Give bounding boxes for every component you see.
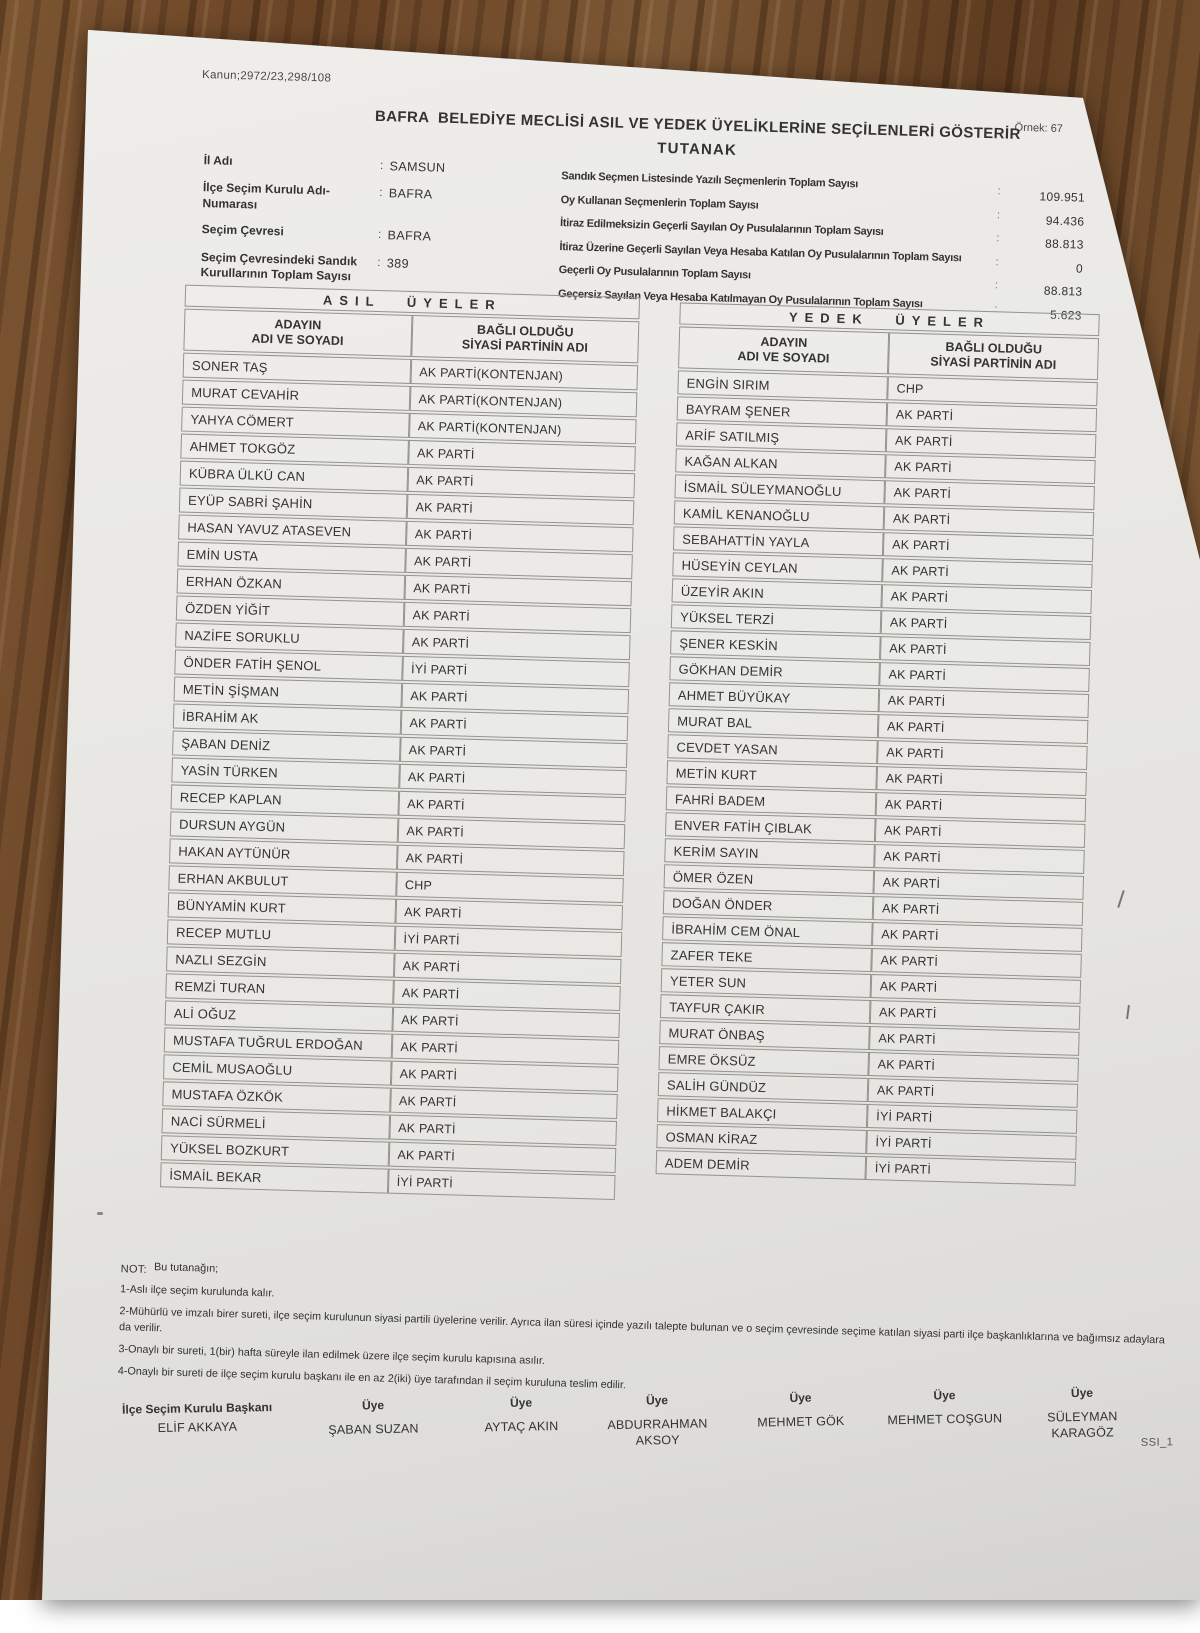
party-name: AK PARTİ: [881, 584, 1092, 614]
candidate-name: AHMET TOKGÖZ: [180, 434, 408, 465]
signer-role: Üye: [789, 1390, 812, 1405]
candidate-name: EMRE ÖKSÜZ: [658, 1046, 869, 1076]
party-name: AK PARTİ: [393, 980, 621, 1011]
candidate-name: OSMAN KİRAZ: [656, 1124, 867, 1154]
candidate-name: RECEP KAPLAN: [171, 784, 399, 815]
party-name: AK PARTİ: [881, 610, 1092, 640]
party-name: AK PARTİ: [391, 1034, 619, 1065]
signer-role: Üye: [1070, 1385, 1094, 1401]
signer-role: Üye: [645, 1393, 669, 1408]
candidate-name: ENGİN SIRIM: [677, 370, 888, 400]
info-value: SAMSUN: [389, 159, 446, 175]
party-name: AK PARTİ: [874, 844, 1085, 874]
candidate-name: REMZİ TURAN: [165, 973, 393, 1004]
candidate-name: EMİN USTA: [177, 542, 405, 573]
info-label: Seçim Çevresi: [201, 222, 284, 239]
party-name: AK PARTİ: [395, 899, 623, 930]
party-name: AK PARTİ(KONTENJAN): [409, 413, 637, 444]
party-name: AK PARTİ: [405, 548, 633, 579]
party-name: AK PARTİ: [390, 1061, 618, 1092]
candidate-name: METİN KURT: [666, 760, 877, 790]
info-value: 389: [386, 255, 410, 271]
signer-role: Üye: [361, 1398, 385, 1413]
party-name: AK PARTİ: [887, 402, 1098, 432]
stat-value: 109.951: [1039, 189, 1086, 205]
stat-value: 88.813: [1043, 283, 1083, 300]
candidate-name: MURAT ÖNBAŞ: [659, 1020, 870, 1050]
candidate-name: ADEM DEMİR: [656, 1150, 867, 1180]
note-item: 3-Onaylı bir sureti, 1(bir) hafta süreyle ilan edilmek üzere ilçe seçim kurulu kapısına asılır.: [118, 1343, 546, 1368]
info-fields: [200, 153, 564, 302]
info-value: BAFRA: [388, 186, 433, 202]
asil-uyeler-table: [160, 283, 640, 1202]
signatures-section: [112, 1383, 1200, 1533]
candidate-name: HASAN YAVUZ ATASEVEN: [178, 515, 406, 546]
candidate-name: İSMAİL BEKAR: [160, 1162, 388, 1193]
info-label: İl Adı: [203, 153, 233, 168]
candidate-name: ALİ OĞUZ: [165, 1000, 393, 1031]
stat-label: İtiraz Edilmeksizin Geçerli Sayılan Oy Pusulalarının Toplam Sayısı: [559, 217, 884, 239]
party-name: AK PARTİ: [397, 818, 625, 849]
candidate-name: HAKAN AYTÜNÜR: [169, 838, 397, 869]
candidate-name: ARİF SATILMIŞ: [676, 422, 887, 452]
party-name: AK PARTİ: [876, 766, 1087, 796]
note-item: 2-Mühürlü ve imzalı birer sureti, ilçe seçim kurulunun siyasi partili üyelerine verilir. Ayrıca ilan süresi içinde yazılı talepte bulunan ve o seçim çevresinde seçime katılan siyasi parti ilçe başkanlıklarına ve bağımsız adaylara da verilir.: [118, 1304, 1166, 1347]
candidate-name: METİN ŞİŞMAN: [174, 676, 402, 707]
party-name: AK PARTİ: [871, 974, 1082, 1004]
party-name: AK PARTİ: [396, 845, 624, 876]
candidate-name: NACİ SÜRMELİ: [161, 1108, 389, 1139]
party-name: İYİ PARTİ: [387, 1169, 615, 1200]
candidate-name: FAHRİ BADEM: [666, 786, 877, 816]
info-field-row: [201, 222, 561, 248]
candidate-name: MUSTAFA TUĞRUL ERDOĞAN: [164, 1027, 392, 1058]
info-field-row: [202, 180, 563, 221]
party-name: AK PARTİ: [882, 558, 1093, 588]
party-name: AK PARTİ: [880, 636, 1091, 666]
candidate-name: EYÜP SABRİ ŞAHİN: [179, 488, 407, 519]
party-name: AK PARTİ: [873, 896, 1084, 926]
candidate-name: HÜSEYİN CEYLAN: [672, 552, 883, 582]
table-title-yedek: YEDEK ÜYELER: [679, 302, 1099, 336]
candidate-name: ÖMER ÖZEN: [664, 864, 875, 894]
party-name: AK PARTİ: [876, 792, 1087, 822]
party-name: AK PARTİ: [388, 1142, 616, 1173]
colon-separator: :: [379, 158, 384, 173]
signature-block-member: [1024, 1385, 1141, 1442]
party-name: AK PARTİ: [879, 662, 1090, 692]
party-name: AK PARTİ: [392, 1007, 620, 1038]
party-name: AK PARTİ: [885, 454, 1096, 484]
signer-role: Üye: [509, 1395, 533, 1410]
party-name: CHP: [396, 872, 624, 903]
column-header-party: BAĞLI OLDUĞU SİYASİ PARTİNİN ADI: [411, 315, 640, 363]
candidate-name: YASİN TÜRKEN: [171, 757, 399, 788]
stat-label: İtiraz Üzerine Geçerli Sayılan Veya Hesaba Katılan Oy Pusulalarının Toplam Sayısı: [559, 240, 962, 265]
candidate-name: BÜNYAMİN KURT: [168, 892, 396, 923]
signer-name: MEHMET COŞGUN: [887, 1411, 1003, 1428]
colon-separator: :: [377, 227, 382, 242]
table-title-asil: ASIL ÜYELER: [185, 285, 640, 320]
law-reference: Kanun;2972/23,298/108: [201, 69, 332, 85]
candidate-name: ERHAN ÖZKAN: [177, 569, 405, 600]
candidate-name: CEMİL MUSAOĞLU: [163, 1054, 391, 1085]
info-label: İlçe Seçim Kurulu Adı-Numarası: [202, 180, 330, 212]
candidate-name: HİKMET BALAKÇI: [657, 1098, 868, 1128]
party-name: İYİ PARTİ: [867, 1104, 1078, 1134]
candidate-name: YÜKSEL BOZKURT: [161, 1135, 389, 1166]
signer-name: ELİF AKKAYA: [157, 1419, 238, 1436]
party-name: AK PARTİ: [877, 740, 1088, 770]
party-name: AK PARTİ: [873, 870, 1084, 900]
candidate-name: ENVER FATİH ÇIBLAK: [665, 812, 876, 842]
signer-role: Üye: [933, 1388, 956, 1403]
candidate-name: ÖZDEN YİĞİT: [176, 595, 404, 626]
party-name: CHP: [887, 376, 1098, 406]
candidate-name: TAYFUR ÇAKIR: [660, 994, 871, 1024]
party-name: AK PARTİ: [872, 922, 1083, 952]
stat-value: 0: [1075, 261, 1084, 276]
note-item: 1-Aslı ilçe seçim kurulunda kalır.: [119, 1282, 275, 1299]
candidate-name: DOĞAN ÖNDER: [663, 890, 874, 920]
stat-value: 88.813: [1044, 236, 1084, 252]
signer-name: ŞABAN SUZAN: [328, 1421, 419, 1438]
signer-name: SÜLEYMAN KARAGÖZ: [1047, 1409, 1118, 1441]
candidate-name: ÖNDER FATİH ŞENOL: [174, 649, 402, 680]
stat-value: 5.623: [1049, 307, 1082, 323]
party-name: AK PARTİ: [404, 575, 632, 606]
signer-name: ABDURRAHMAN AKSOY: [607, 1416, 708, 1448]
stat-label: Oy Kullanan Seçmenlerin Toplam Sayısı: [560, 193, 759, 212]
party-name: İYİ PARTİ: [866, 1130, 1077, 1160]
candidate-name: YÜKSEL TERZİ: [671, 604, 882, 634]
signature-block-member: [592, 1392, 723, 1450]
party-name: AK PARTİ: [401, 683, 629, 714]
colon-separator: :: [994, 279, 999, 292]
candidate-name: KÜBRA ÜLKÜ CAN: [180, 461, 408, 492]
party-name: AK PARTİ: [878, 714, 1089, 744]
party-name: AK PARTİ: [868, 1052, 1079, 1082]
stat-row: [559, 217, 1084, 252]
colon-separator: :: [377, 254, 381, 269]
party-name: AK PARTİ: [405, 521, 633, 552]
column-header-party: BAĞLI OLDUĞU SİYASİ PARTİNİN ADI: [888, 332, 1099, 380]
party-name: AK PARTİ: [875, 818, 1086, 848]
notes-intro: Bu tutanağın;: [153, 1261, 219, 1275]
candidate-name: RECEP MUTLU: [167, 919, 395, 950]
candidate-name: MURAT BAL: [668, 708, 879, 738]
stat-label: Sandık Seçmen Listesinde Yazılı Seçmenlerin Toplam Sayısı: [561, 170, 859, 191]
signature-block-member: [877, 1387, 1013, 1429]
party-name: AK PARTİ: [883, 532, 1094, 562]
candidate-name: YETER SUN: [661, 968, 872, 998]
party-name: AK PARTİ: [884, 480, 1095, 510]
candidate-name: ZAFER TEKE: [661, 942, 872, 972]
ornek-label: Örnek: 67: [1014, 121, 1064, 136]
candidate-name: NAZİFE SORUKLU: [175, 622, 403, 653]
document-subtitle: TUTANAK: [657, 139, 738, 159]
colon-separator: :: [996, 232, 1000, 245]
party-name: AK PARTİ: [389, 1115, 617, 1146]
candidate-name: İBRAHİM AK: [173, 703, 401, 734]
candidate-name: KAMİL KENANOĞLU: [674, 500, 885, 530]
colon-separator: :: [994, 303, 998, 316]
stat-value: 94.436: [1045, 213, 1085, 229]
party-name: İYİ PARTİ: [865, 1156, 1076, 1186]
signer-role: İlçe Seçim Kurulu Başkanı: [121, 1400, 273, 1417]
party-name: AK PARTİ: [870, 1000, 1081, 1030]
info-value: BAFRA: [387, 228, 432, 244]
candidate-name: ÜZEYİR AKIN: [672, 578, 883, 608]
party-name: İYİ PARTİ: [402, 656, 630, 687]
party-name: AK PARTİ: [399, 737, 627, 768]
party-name: İYİ PARTİ: [394, 926, 622, 957]
signature-block-member: [738, 1390, 864, 1432]
stat-label: Geçersiz Sayılan Veya Hesaba Katılmayan Oy Pusulalarının Toplam Sayısı: [557, 288, 923, 311]
party-name: AK PARTİ: [407, 467, 635, 498]
info-label: Seçim Çevresindeki Sandık Kurullarının Toplam Sayısı: [200, 249, 358, 284]
stat-label: Geçerli Oy Pusulalarının Toplam Sayısı: [558, 264, 751, 282]
candidate-name: GÖKHAN DEMİR: [669, 656, 880, 686]
yedek-uyeler-table: [655, 300, 1099, 1187]
candidate-name: KERİM SAYIN: [664, 838, 875, 868]
party-name: AK PARTİ: [884, 506, 1095, 536]
party-name: AK PARTİ(KONTENJAN): [409, 386, 637, 417]
party-name: AK PARTİ: [886, 428, 1097, 458]
candidate-name: ERHAN AKBULUT: [168, 865, 396, 896]
candidate-name: SONER TAŞ: [183, 353, 411, 384]
party-name: AK PARTİ: [399, 764, 627, 795]
signer-name: MEHMET GÖK: [757, 1414, 845, 1430]
party-name: AK PARTİ: [408, 440, 636, 471]
document-title: BAFRA BELEDİYE MECLİSİ ASIL VE YEDEK ÜYELİKLERİNE SEÇİLENLERİ GÖSTERİR: [374, 107, 1021, 143]
signer-name: AYTAÇ AKIN: [484, 1419, 559, 1435]
party-name: AK PARTİ: [400, 710, 628, 741]
candidate-name: DURSUN AYGÜN: [170, 811, 398, 842]
candidate-name: MUSTAFA ÖZKÖK: [162, 1081, 390, 1112]
info-field-row: [203, 153, 563, 179]
signature-block-chairman: [112, 1400, 283, 1438]
party-name: AK PARTİ: [398, 791, 626, 822]
column-header-candidate: ADAYIN ADI VE SOYADI: [183, 309, 412, 357]
colon-separator: :: [996, 208, 1001, 221]
candidate-name: ŞENER KESKİN: [670, 630, 881, 660]
candidate-name: YAHYA CÖMERT: [181, 407, 409, 438]
colon-separator: :: [378, 185, 383, 200]
party-name: AK PARTİ: [871, 948, 1082, 978]
signature-block-member: [461, 1395, 582, 1437]
candidate-name: İBRAHİM CEM ÖNAL: [662, 916, 873, 946]
party-name: AK PARTİ: [403, 602, 631, 633]
party-name: AK PARTİ(KONTENJAN): [410, 359, 638, 390]
colon-separator: :: [995, 256, 999, 269]
party-name: AK PARTİ: [879, 688, 1090, 718]
candidate-name: SALİH GÜNDÜZ: [658, 1072, 869, 1102]
party-name: AK PARTİ: [393, 953, 621, 984]
party-name: AK PARTİ: [869, 1026, 1080, 1056]
candidate-name: KAĞAN ALKAN: [675, 448, 886, 478]
candidate-name: ŞABAN DENİZ: [172, 730, 400, 761]
party-name: AK PARTİ: [406, 494, 634, 525]
candidate-name: BAYRAM ŞENER: [677, 396, 888, 426]
candidate-name: AHMET BÜYÜKAY: [669, 682, 880, 712]
signature-block-member: [308, 1397, 439, 1439]
notes-label: NOT:: [120, 1263, 148, 1276]
candidate-name: SEBAHATTİN YAYLA: [673, 526, 884, 556]
document-content: [51, 40, 1174, 1627]
party-name: AK PARTİ: [390, 1088, 618, 1119]
note-item: 4-Onaylı bir sureti de ilçe seçim kurulu başkanı ile en az 2(iki) üye tarafından il seçim kuruluna teslim edilir.: [117, 1365, 627, 1392]
candidate-name: MURAT CEVAHİR: [182, 380, 410, 411]
candidate-name: İSMAİL SÜLEYMANOĞLU: [674, 474, 885, 504]
colon-separator: :: [997, 185, 1001, 198]
party-name: AK PARTİ: [402, 629, 630, 660]
column-header-candidate: ADAYIN ADI VE SOYADI: [678, 326, 889, 374]
candidate-name: CEVDET YASAN: [667, 734, 878, 764]
party-name: AK PARTİ: [868, 1078, 1079, 1108]
watermark-code: SSI_1: [1140, 1436, 1174, 1449]
candidate-name: NAZLI SEZGİN: [166, 946, 394, 977]
